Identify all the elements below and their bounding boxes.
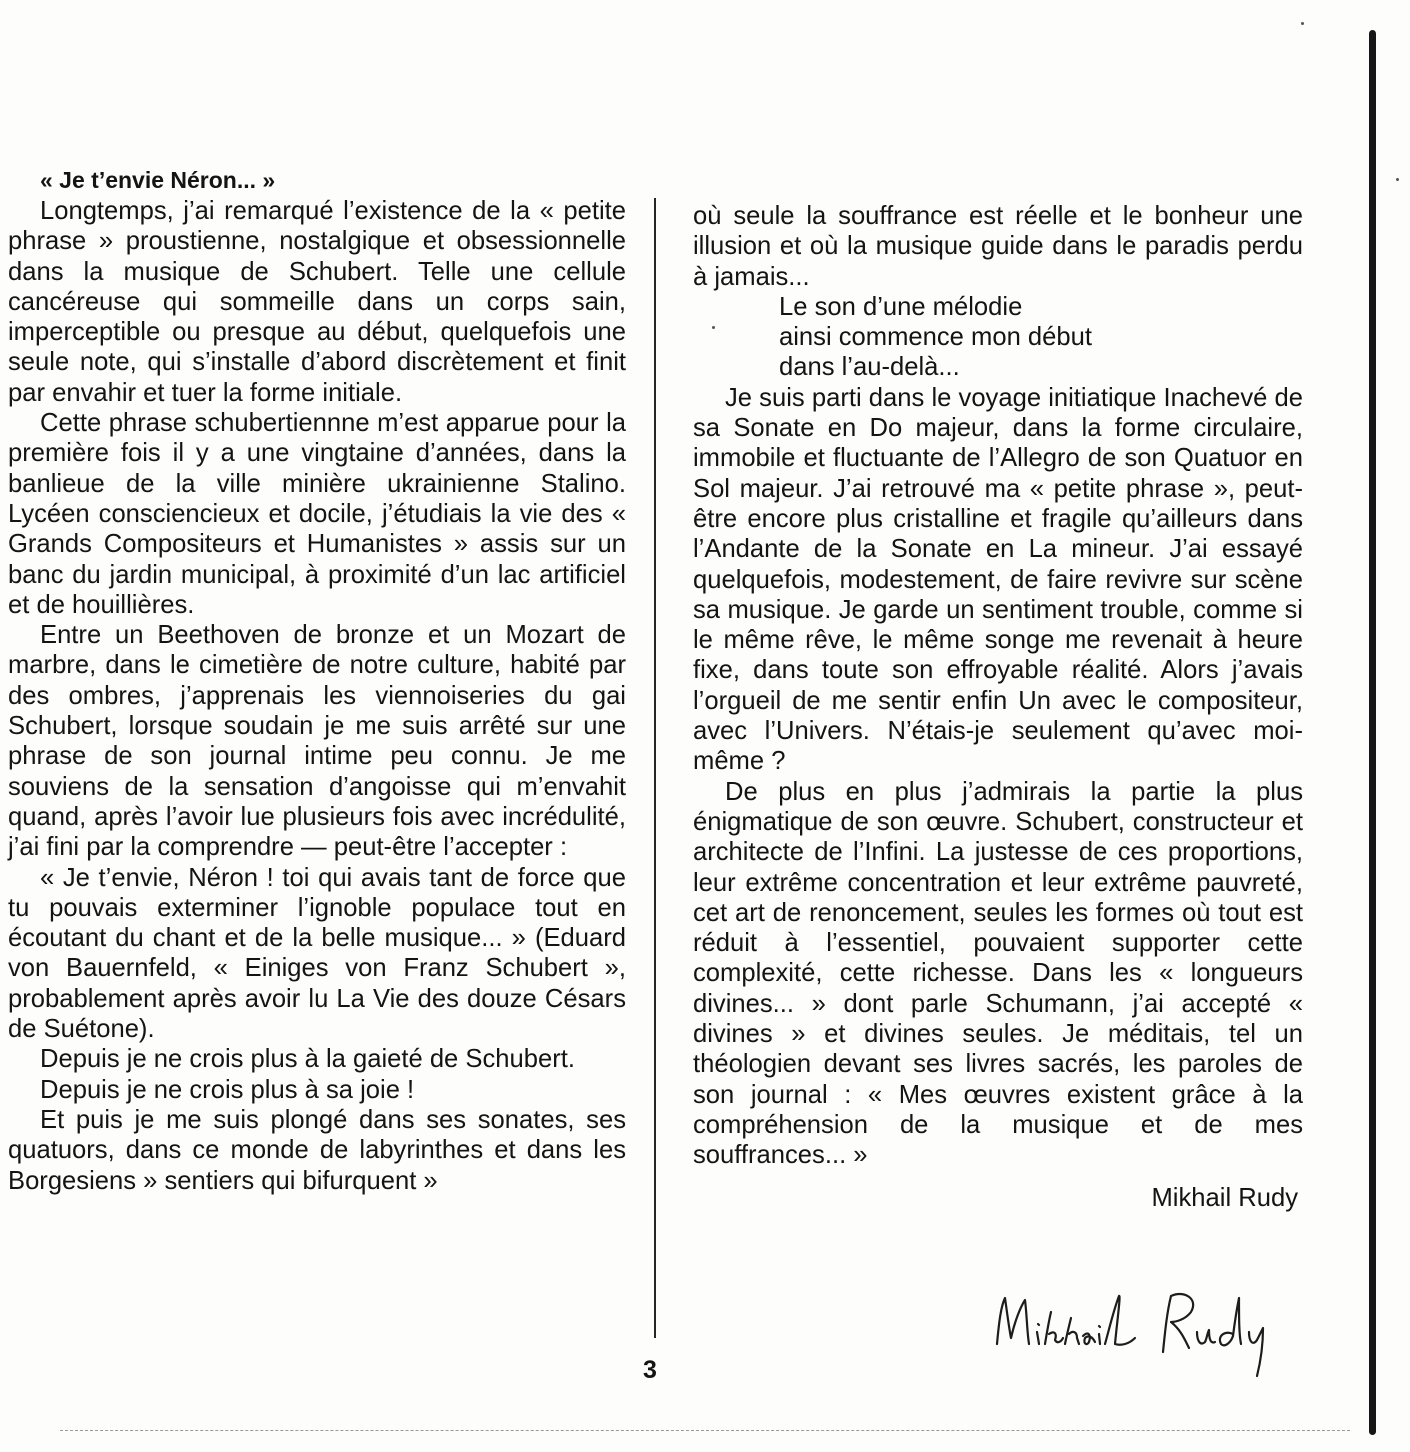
page-number: 3 (643, 1356, 657, 1384)
paragraph: Depuis je ne crois plus à sa joie ! (40, 1075, 415, 1104)
scan-speck (712, 326, 715, 329)
paragraph: Longtemps, j’ai remarqué l’existence de la « petite phrase » proustienne, nostalgique et obsessionnelle dans la musique de Schubert. Telle une cellule cancéreuse qui sommeille dans un corps sain, imperceptible ou presque au début, quelquefois une seule note, qui s’installe d’abord discrètement et finit par envahir et tuer la forme initiale. (8, 197, 626, 407)
author-name: Mikhail Rudy (1151, 1183, 1298, 1212)
paragraph: Je suis parti dans le voyage initiatique Inachevé de sa Sonate en Do majeur, dans la forme circulaire, immobile et fluctuante de l’Allegro de son Quatuor en Sol majeur. J’ai retrouvé ma « petite phrase », peut-être encore plus cristalline et fragile qu’ailleurs dans l’Andante de la Sonate en La mineur. J’ai essayé quelquefois, modestement, de faire revivre sur scène sa musique. Je garde un sentiment trouble, comme si le même rêve, le même songe me revenait à heure fixe, dans toute son effroyable réalité. Alors j’avais l’orgueil de me sentir enfin Un avec le compositeur, avec l’Univers. N’étais-je seulement qu’avec moi-même ? (693, 383, 1303, 776)
continuation-paragraph: où seule la souffrance est réelle et le bonheur une illusion et où la musique guide dans le paradis perdu à jamais... (693, 202, 1303, 291)
scan-speck (1301, 22, 1304, 25)
handwritten-signature (985, 1272, 1305, 1382)
right-column (693, 201, 1303, 1213)
poem-line: Le son d’une mélodie (779, 292, 1023, 321)
scan-speck (1396, 178, 1399, 181)
paragraph: Et puis je me suis plongé dans ses sonates, ses quatuors, dans ce monde de labyrinthes et dans les Borgesiens » sentiers qui bifurquent » (8, 1105, 626, 1195)
column-divider (654, 198, 656, 1338)
paragraph: Entre un Beethoven de bronze et un Mozart de marbre, dans le cimetière de notre culture, habité par des ombres, j’apprenais les viennoiseries du gai Schubert, lorsque soudain je me suis arrêté sur une phrase de son journal intime peu connu. Je me souviens de la sensation d’angoisse qui m’envahit quand, après l’avoir lue plusieurs fois avec incrédulité, j’ai fini par la comprendre — peut-être l’accepter : (8, 621, 626, 862)
poem (779, 292, 1303, 383)
article-title: « Je t’envie Néron... » (40, 167, 276, 193)
poem-line: ainsi commence mon début (779, 323, 1092, 352)
quote-paragraph: « Je t’envie, Néron ! toi qui avais tant de force que tu pouvais exterminer l’ignoble populace tout en écoutant du chant et de la belle musique... » (Eduard von Bauernfeld, « Einiges von Franz Schubert », probablement après avoir lu La Vie des douze Césars de Suétone). (8, 863, 626, 1044)
page-bottom-edge (60, 1430, 1350, 1432)
paragraph: De plus en plus j’admirais la partie la plus énigmatique de son œuvre. Schubert, constructeur et architecte de l’Infini. La justesse de ces proportions, leur extrême concentration et leur extrême pauvreté, cet art de renoncement, seules les formes où tout est réduit à l’essentiel, pouvaient supporter cette complexité, cette richesse. Dans les « longueurs divines... » dont parle Schumann, j’ai accepté « divines » et divines seules. Je méditais, tel un théologien devant ses livres sacrés, les paroles de son journal : « Mes œuvres existent grâce à la compréhension de la musique et de mes souffrances... » (693, 777, 1303, 1170)
paragraph: Depuis je ne crois plus à la gaieté de Schubert. (40, 1045, 575, 1074)
poem-line: dans l’au-delà... (779, 353, 960, 382)
paragraph: Cette phrase schubertiennne m’est apparue pour la première fois il y a une vingtaine d’années, dans la banlieue de la ville minière ukrainienne Stalino. Lycéen consciencieux et docile, j’étudiais la vie des « Grands Compositeurs et Humanistes » assis sur un banc du jardin municipal, à proximité d’un lac artificiel et de houillières. (8, 409, 626, 619)
page-edge-shadow (1369, 30, 1376, 1435)
left-column (8, 166, 626, 1196)
